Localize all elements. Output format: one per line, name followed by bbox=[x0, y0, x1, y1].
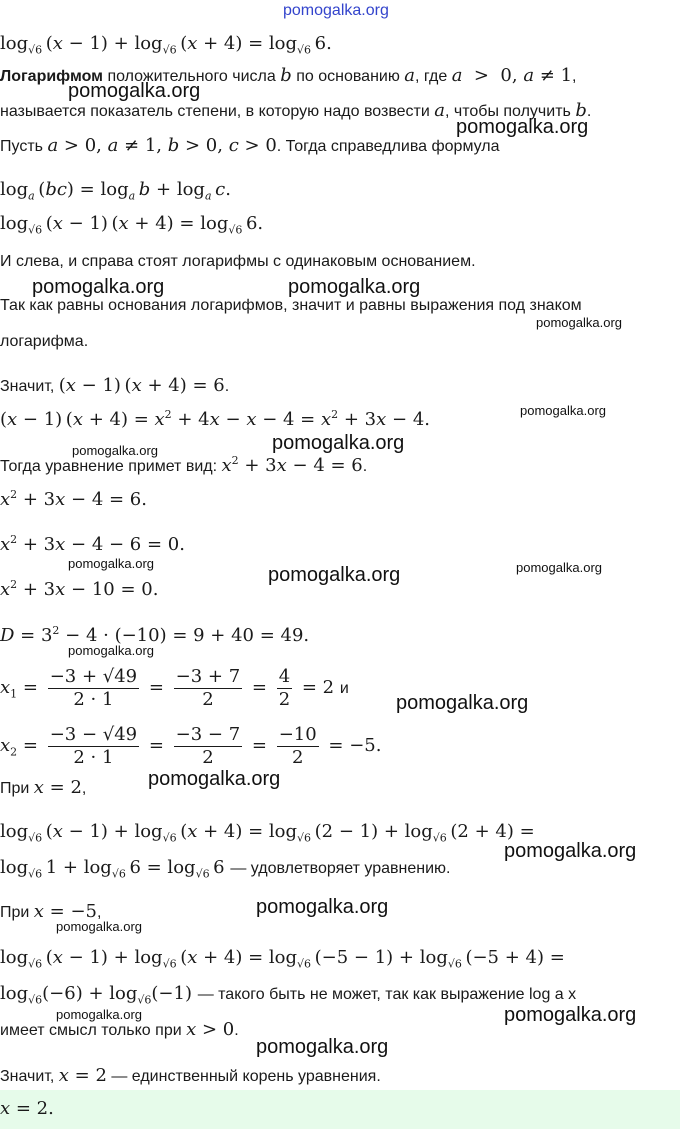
root-x1: $x_1$ = $\frac{-3 + √49}{2 \cdot 1}$ = $\frac{-3 + 7}{2}$ = $\frac{4}{2}$ = 2 и bbox=[0, 665, 349, 710]
fraction: $\frac{-3 - 7}{2}$ bbox=[175, 723, 241, 768]
quadratic-step-3: $x^2 + 3x - 10 = 0$. bbox=[0, 578, 159, 600]
domain-note: имеет смысл только при x > 0. bbox=[0, 1019, 239, 1040]
watermark: pomogalka.org bbox=[288, 276, 421, 298]
watermark: pomogalka.org bbox=[32, 276, 165, 298]
check-x-5-result: $\log_{√6}(-6) + \log_{√6}(-1)$ — такого быть не может, так как выражение log a x bbox=[0, 983, 577, 1007]
watermark: pomogalka.org bbox=[68, 556, 154, 571]
argument-equation: Значит, (x − 1) (x + 4) = 6. bbox=[0, 375, 230, 396]
same-base-note: И слева, и справа стоят логарифмы с одинаковым основанием. bbox=[0, 253, 476, 270]
answer-value: x = 2. bbox=[0, 1098, 54, 1119]
quadratic-step-1: $x^2 + 3x - 4 = 6$. bbox=[0, 488, 147, 510]
watermark: pomogalka.org bbox=[456, 116, 589, 138]
watermark: pomogalka.org bbox=[148, 768, 281, 790]
watermark: pomogalka.org bbox=[56, 919, 142, 934]
watermark: pomogalka.org bbox=[56, 1007, 142, 1022]
equation-original: $\log_{√6} (x - 1) + \log_{√6} (x + 4) = \log_{√6} 6$. bbox=[0, 33, 332, 57]
definition-text: положительного числа b по основанию a, где a > 0, a ≠ 1, bbox=[107, 65, 577, 86]
watermark: pomogalka.org bbox=[68, 643, 154, 658]
watermark: pomogalka.org bbox=[536, 315, 622, 330]
log-product-formula: $\log_a (bc) = \log_a b + \log_a c$. bbox=[0, 179, 231, 203]
check-x2-result: $\log_{√6} 1 + \log_{√6} 6 = \log_{√6} 6$ — удовлетворяет уравнению. bbox=[0, 857, 451, 881]
fraction: $\frac{-3 + √49}{2 \cdot 1}$ bbox=[49, 665, 138, 710]
check-x-5: При x = −5, bbox=[0, 901, 102, 922]
equation-becomes: Тогда уравнение примет вид: $x^2 + 3x - 4 = 6$. bbox=[0, 454, 368, 476]
watermark: pomogalka.org bbox=[256, 896, 389, 918]
fraction: $\frac{-3 + 7}{2}$ bbox=[175, 665, 241, 710]
equation-combined: $\log_{√6} (x - 1) (x + 4) = \log_{√6} 6$. bbox=[0, 213, 264, 237]
definition-line-2: называется показатель степени, в которую надо возвести a, чтобы получить b. bbox=[0, 100, 592, 121]
formula-intro: Пусть a > 0, a ≠ 1, b > 0, c > 0. Тогда справедлива формула bbox=[0, 135, 500, 156]
watermark: pomogalka.org bbox=[68, 80, 201, 102]
watermark: pomogalka.org bbox=[504, 1004, 637, 1026]
fraction: $\frac{-3 - √49}{2 \cdot 1}$ bbox=[49, 723, 138, 768]
watermark: pomogalka.org bbox=[396, 692, 529, 714]
equal-args-note-cont: логарифма. bbox=[0, 333, 89, 350]
watermark-top: pomogalka.org bbox=[283, 2, 389, 19]
watermark: pomogalka.org bbox=[256, 1036, 389, 1058]
discriminant: $D = 3^2 - 4 \cdot (-10) = 9 + 40 = 49$. bbox=[0, 624, 310, 646]
conclusion: Значит, x = 2 — единственный корень уравнения. bbox=[0, 1065, 381, 1086]
fraction: $\frac{4}{2}$ bbox=[278, 665, 291, 710]
watermark: pomogalka.org bbox=[268, 564, 401, 586]
watermark: pomogalka.org bbox=[72, 443, 158, 458]
watermark: pomogalka.org bbox=[272, 432, 405, 454]
answer-box bbox=[0, 1090, 680, 1129]
check-x-5-substitution: $\log_{√6} (x - 1) + \log_{√6} (x + 4) = \log_{√6} (-5 - 1) + \log_{√6} (-5 + 4)$ = bbox=[0, 947, 565, 971]
watermark: pomogalka.org bbox=[516, 560, 602, 575]
definition-term: Логарифмом bbox=[0, 68, 103, 85]
watermark: pomogalka.org bbox=[520, 403, 606, 418]
root-x2: $x_2$ = $\frac{-3 - √49}{2 \cdot 1}$ = $\frac{-3 - 7}{2}$ = $\frac{-10}{2}$ = −5. bbox=[0, 723, 382, 768]
fraction: $\frac{-10}{2}$ bbox=[278, 723, 317, 768]
check-x2: При x = 2, bbox=[0, 777, 87, 798]
check-x2-substitution: $\log_{√6} (x - 1) + \log_{√6} (x + 4) = \log_{√6} (2 - 1) + \log_{√6} (2 + 4)$ = bbox=[0, 821, 535, 845]
equal-args-note: Так как равны основания логарифмов, значит и равны выражения под знаком bbox=[0, 297, 582, 314]
quadratic-step-2: $x^2 + 3x - 4 - 6 = 0$. bbox=[0, 533, 185, 555]
watermark: pomogalka.org bbox=[504, 840, 637, 862]
expansion: (x − 1) $(x + 4) = x^2 + 4x - x - 4 = x^2 + 3x - 4$. bbox=[0, 408, 430, 430]
